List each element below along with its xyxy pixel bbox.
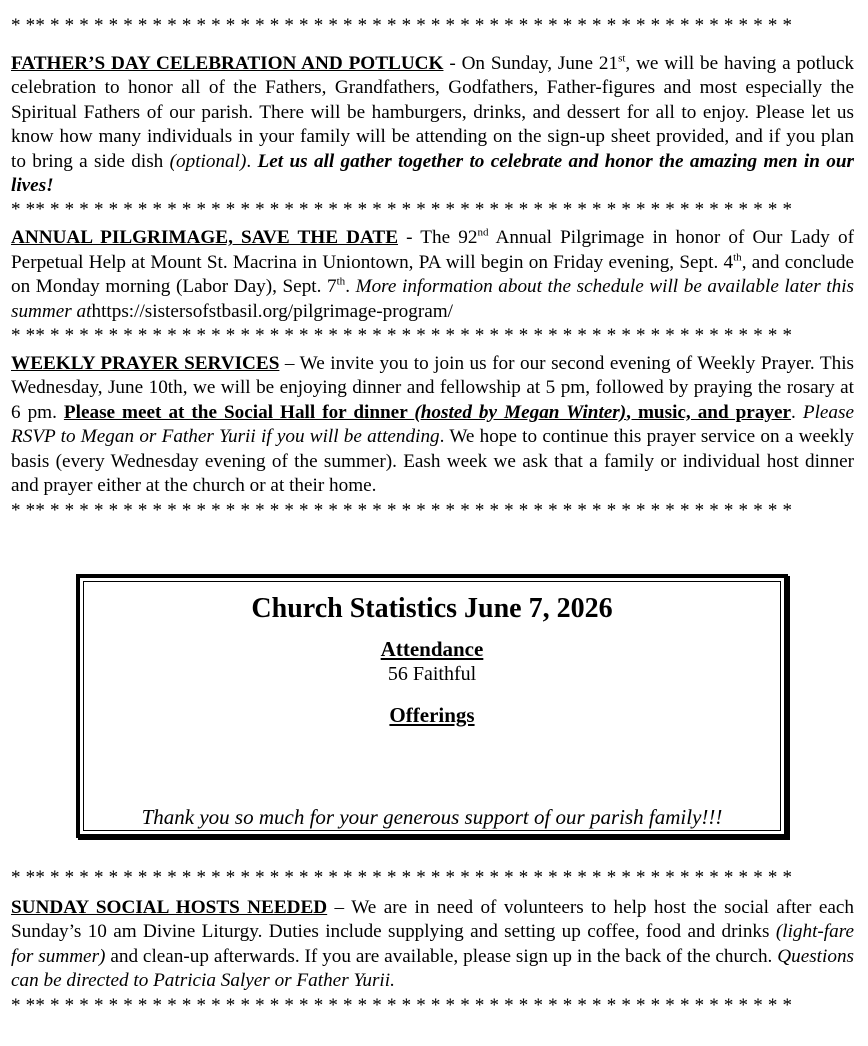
church-statistics-inner: [83, 581, 781, 831]
social-hosts-heading: SUNDAY SOCIAL HOSTS NEEDED: [11, 897, 328, 918]
pilgrimage-section: ANNUAL PILGRIMAGE, SAVE THE DATE - The 92nd Annual Pilgrimage in honor of Our Lady of Perpetual Help at Mount St. Macrina in Uniontown, PA will begin on Friday evening, Sept. 4th, and conclude on Monday morning (Labor Day), Sept. 7th. More information about the schedule will be available later this summer athttps://sistersofstbasil.org/pilgrimage-program/: [11, 227, 854, 322]
weekly-prayer-heading: WEEKLY PRAYER SERVICES: [11, 353, 280, 375]
offerings-label: Offerings: [389, 703, 475, 727]
bulletin-page: [11, 0, 854, 523]
pilgrimage-url[interactable]: https://sistersofstbasil.org/pilgrimage-program/: [91, 300, 453, 322]
attendance-label: Attendance: [380, 637, 484, 661]
weekly-prayer-section: WEEKLY PRAYER SERVICES – We invite you to join us for our second evening of Weekly Prayer. This Wednesday, June 10th, we will be enjoying dinner and fellowship at 5 pm, followed by praying the rosary at 6 pm. Please meet at the Social Hall for dinner (hosted by Megan Winter), music, and prayer. Please RSVP to Megan or Father Yurii if you will be attending. We hope to continue this prayer service on a weekly basis (every Wednesday evening of the summer). Eash week we ask that a family or individual host dinner and prayer either at the church or at their home.: [11, 353, 854, 497]
separator: * ** * * * * * * * * * * * * * * * * * * * * * * * * * * * * * * * * * * * * * * * * * * * * * * * * * * *: [11, 499, 793, 521]
fathers-day-heading: FATHER’S DAY CELEBRATION AND POTLUCK: [11, 53, 444, 74]
fathers-day-closing: Let us all gather together to celebrate and honor the amazing men in our lives!: [11, 150, 855, 197]
pilgrimage-heading: ANNUAL PILGRIMAGE, SAVE THE DATE: [11, 227, 399, 249]
church-statistics-box: [76, 574, 788, 838]
separator-bottom: * ** * * * * * * * * * * * * * * * * * * * * * * * * * * * * * * * * * * * * * * * * * * * * * * * * * * *: [11, 994, 793, 1016]
fathers-day-section: FATHER’S DAY CELEBRATION AND POTLUCK - On Sunday, June 21st, we will be having a potluck celebration to honor all of the Fathers, Grandfathers, Godfathers, Father-figures and most especially the Spiritual Fathers of our parish. There will be hamburgers, drinks, and dessert for all to enjoy. Please let us know how many individuals in your family will be attending on the sign-up sheet provided, and if you plan to bring a side dish (optional). Let us all gather together to celebrate and honor the amazing men in our lives!: [11, 52, 855, 197]
bottom-block: [11, 866, 854, 1018]
separator-top: * ** * * * * * * * * * * * * * * * * * * * * * * * * * * * * * * * * * * * * * * * * * * * * * * * * * * *: [11, 15, 793, 36]
statistics-title: Church Statistics June 7, 2026: [251, 593, 613, 624]
separator: * ** * * * * * * * * * * * * * * * * * * * * * * * * * * * * * * * * * * * * * * * * * * * * * * * * * * *: [11, 199, 793, 221]
attendance-value: 56 Faithful: [387, 663, 477, 685]
social-hosts-section: SUNDAY SOCIAL HOSTS NEEDED – We are in need of volunteers to help host the social after each Sunday’s 10 am Divine Liturgy. Duties include supplying and setting up coffee, food and drinks (light-fare for summer) and clean-up afterwards. If you are available, please sign up in the back of the church. Questions can be directed to Patricia Salyer or Father Yurii.: [11, 897, 854, 992]
separator: * ** * * * * * * * * * * * * * * * * * * * * * * * * * * * * * * * * * * * * * * * * * * * * * * * * * * *: [11, 867, 793, 888]
separator: * ** * * * * * * * * * * * * * * * * * * * * * * * * * * * * * * * * * * * * * * * * * * * * * * * * * * *: [11, 325, 793, 347]
thanks-message: Thank you so much for your generous support of our parish family!!!: [141, 805, 723, 829]
